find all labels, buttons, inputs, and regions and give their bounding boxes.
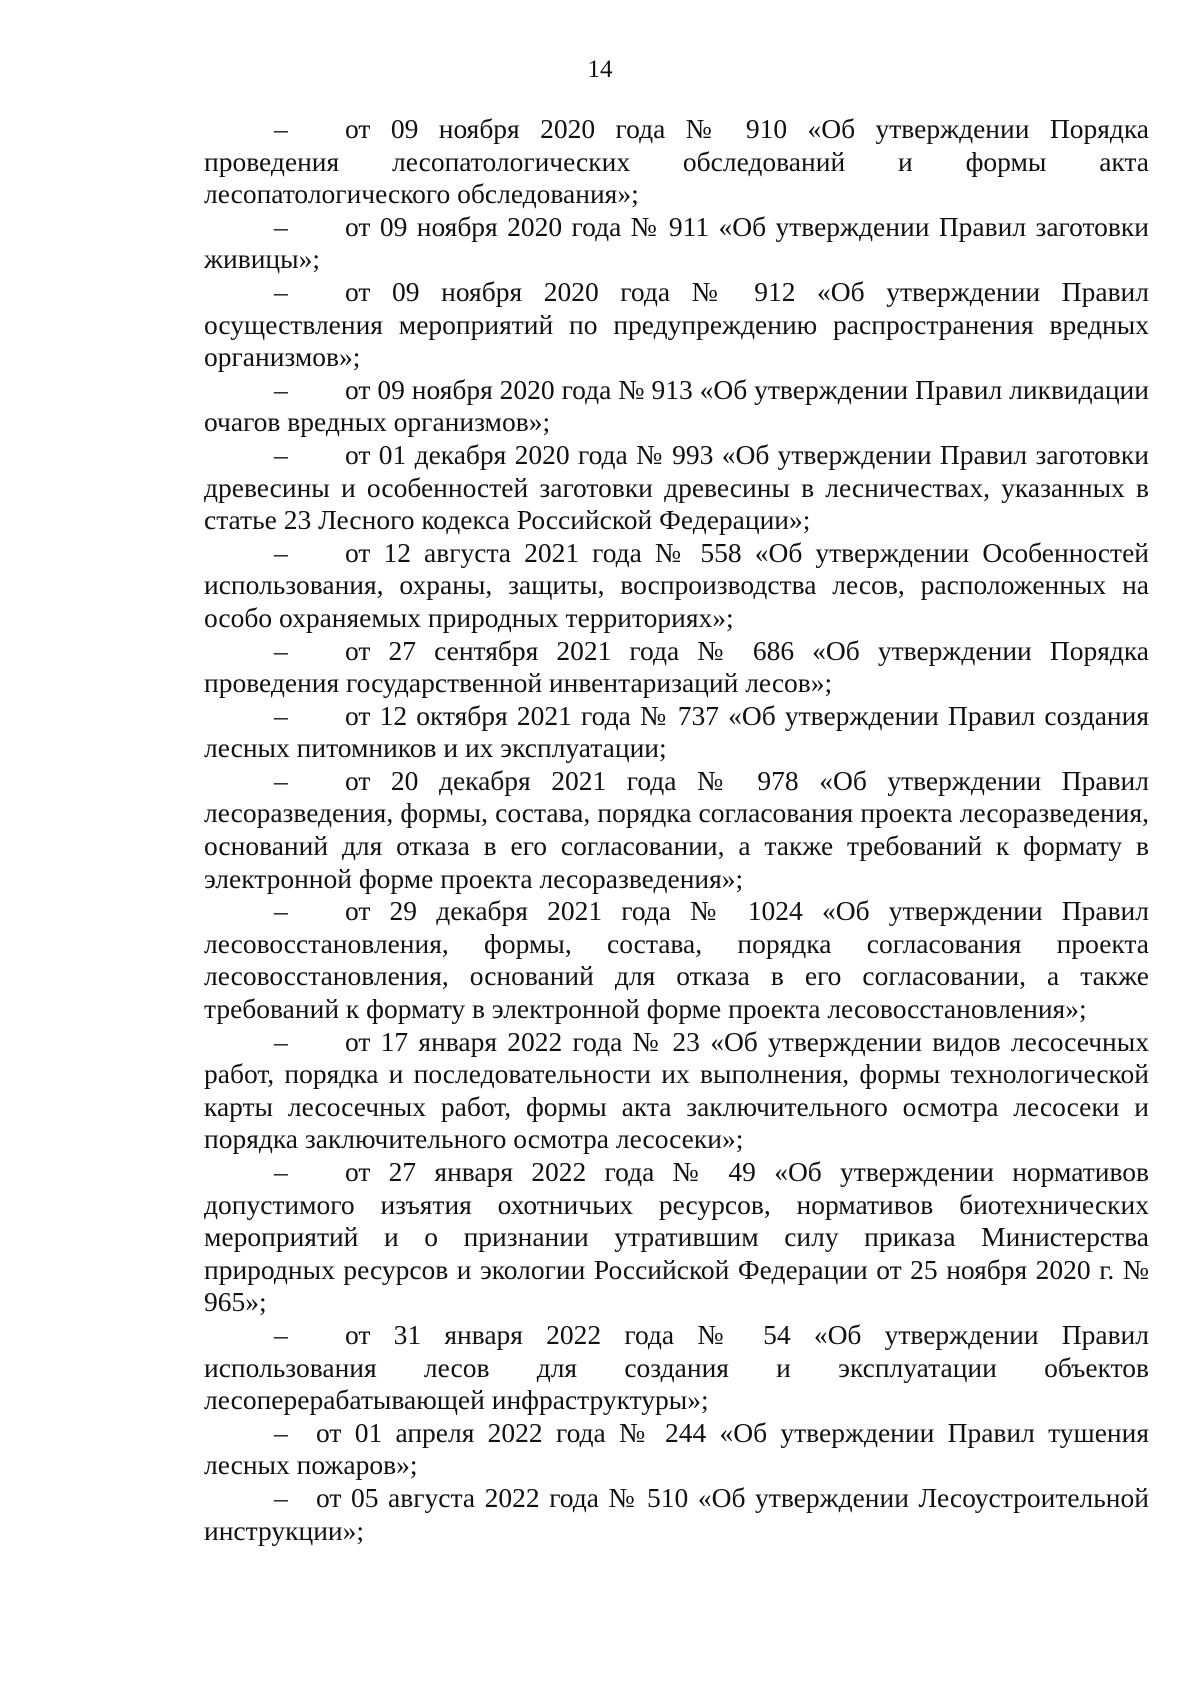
list-item-text: от 09 ноября 2020 года № 910 «Об утверждении Порядка проведения лесопатологических обследований и формы акта лесопатологического обследования»; (204, 113, 1149, 210)
page-number: 14 (587, 56, 613, 83)
list-item (204, 276, 1149, 374)
list-item (204, 113, 1149, 211)
list-dash: – (274, 373, 288, 405)
list-item (204, 1417, 1149, 1482)
list-item (204, 439, 1149, 537)
list-item (204, 700, 1149, 765)
list-item (204, 1482, 1149, 1547)
document-body (204, 113, 1149, 1547)
list-item (204, 1319, 1149, 1417)
list-item-text: от 09 ноября 2020 года № 912 «Об утверждении Правил осуществления мероприятий по предупреждению распространения вредных организмов»; (204, 275, 1149, 373)
list-item-text: от 27 сентября 2021 года № 686 «Об утверждении Порядка проведения государственной инвентаризаций лесов»; (204, 634, 1149, 699)
list-item-text: от 20 декабря 2021 года № 978 «Об утверждении Правил лесоразведения, формы, состава, порядка согласования проекта лесоразведения, оснований для отказа в его согласовании, а также требований к формату в электронной форме проекта лесоразведения»; (204, 764, 1149, 894)
list-item (204, 765, 1149, 895)
list-item-text: от 31 января 2022 года № 54 «Об утверждении Правил использования лесов для создания и эксплуатации объектов лесоперерабатывающей инфраструктуры»; (204, 1318, 1149, 1416)
list-item (204, 895, 1149, 1025)
list-dash: – (274, 1318, 288, 1350)
list-item-text: от 01 апреля 2022 года № 244 «Об утверждении Правил тушения лесных пожаров»; (204, 1416, 1149, 1481)
list-dash: – (274, 895, 288, 927)
list-dash: – (274, 1416, 288, 1448)
list-item-text: от 09 ноября 2020 года № 911 «Об утверждении Правил заготовки живицы»; (204, 210, 1149, 275)
list-dash: – (274, 634, 288, 666)
list-item-text: от 29 декабря 2021 года № 1024 «Об утверждении Правил лесовосстановления, формы, состава, порядка согласования проекта лесовосстановления, оснований для отказа в его согласовании, а также требований к формату в электронной форме проекта лесовосстановления»; (204, 895, 1149, 1025)
list-dash: – (274, 1481, 288, 1513)
list-item-text: от 12 августа 2021 года № 558 «Об утверждении Особенностей использования, охраны, защиты, воспроизводства лесов, расположенных на особо охраняемых природных территориях»; (204, 536, 1149, 633)
list-item-text: от 05 августа 2022 года № 510 «Об утверждении Лесоустроительной инструкции»; (204, 1481, 1149, 1546)
list-dash: – (274, 210, 288, 242)
list-item (204, 211, 1149, 276)
list-item (204, 537, 1149, 635)
list-item (204, 1156, 1149, 1319)
list-item-text: от 17 января 2022 года № 23 «Об утверждении видов лесосечных работ, порядка и последовательности их выполнения, формы технологической карты лесосечных работ, формы акта заключительного осмотра лесосеки и порядка заключительного осмотра лесосеки»; (204, 1025, 1149, 1155)
list-dash: – (274, 113, 288, 144)
list-dash: – (274, 764, 288, 796)
list-item-text: от 01 декабря 2020 года № 993 «Об утверждении Правил заготовки древесины и особенностей заготовки древесины в лесничествах, указанных в статье 23 Лесного кодекса Российской Федерации»; (204, 438, 1149, 536)
list-dash: – (274, 536, 288, 568)
list-item (204, 1026, 1149, 1156)
list-dash: – (274, 1025, 288, 1057)
list-dash: – (274, 438, 288, 470)
list-dash: – (274, 699, 288, 731)
list-dash: – (274, 275, 288, 307)
list-dash: – (274, 1156, 288, 1187)
list-item-text: от 27 января 2022 года № 49 «Об утверждении нормативов допустимого изъятия охотничьих ресурсов, нормативов биотехнических мероприятий и о признании утратившим силу приказа Министерства природных ресурсов и экологии Российской Федерации от 25 ноября 2020 г. № 965»; (204, 1156, 1149, 1318)
list-item-text: от 12 октября 2021 года № 737 «Об утверждении Правил создания лесных питомников и их эксплуатации; (204, 699, 1149, 764)
list-item-text: от 09 ноября 2020 года № 913 «Об утверждении Правил ликвидации очагов вредных организмов»; (204, 373, 1149, 438)
list-item (204, 374, 1149, 439)
list-item (204, 635, 1149, 700)
